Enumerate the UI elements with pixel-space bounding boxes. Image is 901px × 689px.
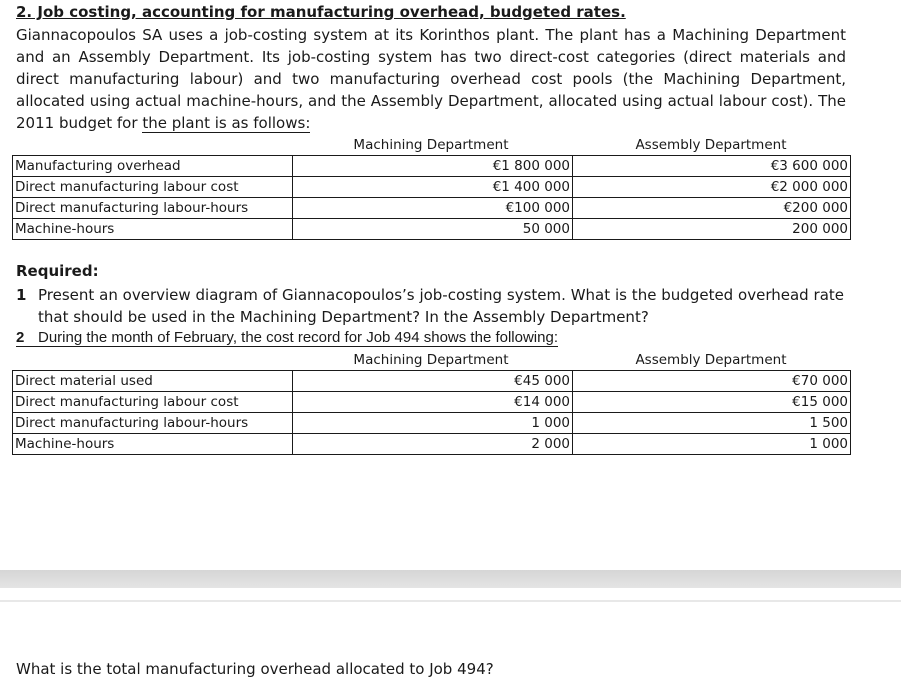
intro-text: Giannacopoulos SA uses a job-costing system at its Korinthos plant. The plant has a Machining Department and an Assembly Department. Its job-costing system has two direct-cost categories (direct materials and direct manufacturing labour) and two manufacturing overhead cost pools (the Machining Department, allocated using actual machine-hours, and the Assembly Department, allocated using actual labour cost). The 2011 budget for	[16, 26, 846, 132]
table-row	[13, 219, 851, 240]
budget-header-blank	[13, 135, 293, 156]
assembly-value: €2 000 000	[573, 177, 851, 198]
question-2	[16, 328, 558, 348]
budget-table	[12, 135, 851, 240]
machining-value: €1 400 000	[293, 177, 573, 198]
assembly-value: 200 000	[573, 219, 851, 240]
assembly-value: 1 000	[573, 434, 851, 455]
row-label: Direct manufacturing labour cost	[13, 392, 293, 413]
row-label: Machine-hours	[13, 219, 293, 240]
assembly-value: €3 600 000	[573, 156, 851, 177]
job-header-blank	[13, 350, 293, 371]
machining-value: 2 000	[293, 434, 573, 455]
table-row	[13, 413, 851, 434]
table-row	[13, 156, 851, 177]
bottom-question: What is the total manufacturing overhead allocated to Job 494?	[16, 660, 494, 678]
page-divider-line	[0, 600, 901, 602]
problem-title: 2. Job costing, accounting for manufacturing overhead, budgeted rates.	[16, 3, 626, 21]
machining-value: €14 000	[293, 392, 573, 413]
question-1-number: 1	[16, 286, 27, 304]
machining-value: €45 000	[293, 371, 573, 392]
question-2-number: 2	[16, 329, 25, 346]
budget-table-header	[13, 135, 851, 156]
row-label: Machine-hours	[13, 434, 293, 455]
budget-header-assembly: Assembly Department	[573, 135, 851, 156]
job-header-machining: Machining Department	[293, 350, 573, 371]
intro-last-line: the plant is as follows:	[142, 114, 311, 132]
table-row	[13, 177, 851, 198]
assembly-value: 1 500	[573, 413, 851, 434]
job-494-table	[12, 350, 851, 455]
assembly-value: €70 000	[573, 371, 851, 392]
row-label: Manufacturing overhead	[13, 156, 293, 177]
machining-value: €100 000	[293, 198, 573, 219]
budget-header-machining: Machining Department	[293, 135, 573, 156]
page-divider	[0, 570, 901, 588]
job-table-header	[13, 350, 851, 371]
machining-value: 1 000	[293, 413, 573, 434]
question-2-text: During the month of February, the cost record for Job 494 shows the following:	[38, 329, 558, 346]
row-label: Direct manufacturing labour cost	[13, 177, 293, 198]
row-label: Direct material used	[13, 371, 293, 392]
row-label: Direct manufacturing labour-hours	[13, 198, 293, 219]
question-1-text: Present an overview diagram of Giannacopoulos’s job-costing system. What is the budgeted overhead rate that should be used in the Machining Department? In the Assembly Department?	[38, 286, 844, 326]
row-label: Direct manufacturing labour-hours	[13, 413, 293, 434]
table-row	[13, 198, 851, 219]
job-header-assembly: Assembly Department	[573, 350, 851, 371]
machining-value: 50 000	[293, 219, 573, 240]
machining-value: €1 800 000	[293, 156, 573, 177]
question-1	[16, 284, 846, 328]
assembly-value: €200 000	[573, 198, 851, 219]
table-row	[13, 434, 851, 455]
intro-paragraph	[16, 24, 846, 134]
table-row	[13, 371, 851, 392]
table-row	[13, 392, 851, 413]
assembly-value: €15 000	[573, 392, 851, 413]
required-heading: Required:	[16, 262, 99, 280]
